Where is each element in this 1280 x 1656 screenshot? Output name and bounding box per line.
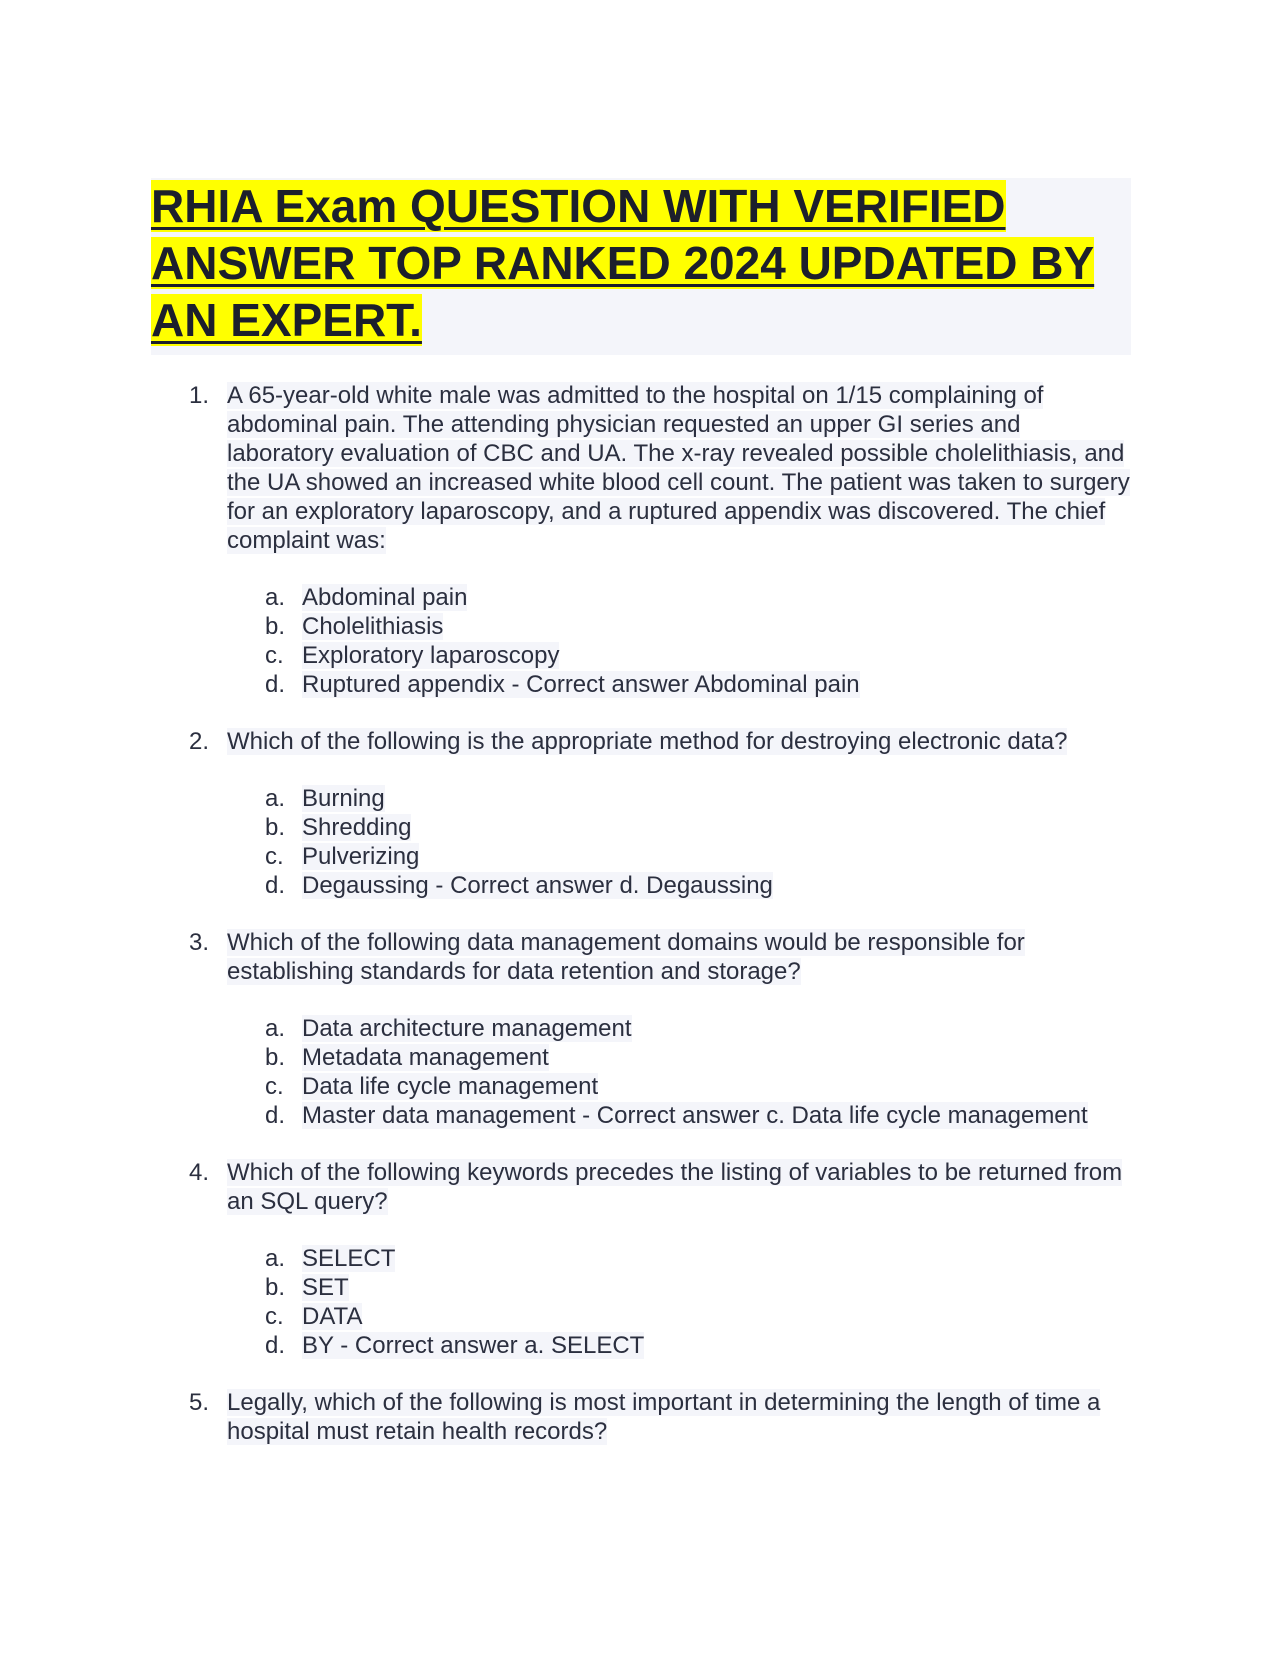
question-text: Which of the following is the appropriate method for destroying electronic data? [227,728,1068,755]
option-text: Shredding [302,814,412,841]
option-text: Pulverizing [302,843,420,870]
option-text: Data architecture management [302,1015,632,1042]
question-list [151,381,1131,1446]
question-item [151,928,1131,1130]
option-text: SET [302,1274,349,1301]
question-text-block [227,727,1131,756]
answer-options [227,1244,1131,1360]
question-text-block [227,1158,1131,1216]
document-title-text: RHIA Exam QUESTION WITH VERIFIED ANSWER TOP RANKED 2024 UPDATED BY AN EXPERT. [151,180,1095,346]
answer-option [227,612,1131,641]
option-letter: b. [265,814,286,841]
question-text-block [227,1388,1131,1446]
option-letter: a. [265,584,286,611]
question-number: 2. [189,728,210,755]
answer-option [227,1331,1131,1360]
answer-option [227,670,1131,699]
option-letter: c. [265,642,284,669]
answer-option [227,871,1131,900]
option-text: Master data management - Correct answer c. Data life cycle management [302,1102,1088,1129]
document-title [151,178,1131,349]
option-text: Degaussing - Correct answer d. Degaussing [302,872,773,899]
option-text: Cholelithiasis [302,613,444,640]
question-text: Legally, which of the following is most important in determining the length of time a hospital must retain health records? [227,1389,1101,1445]
title-block [151,178,1131,355]
answer-option [227,1014,1131,1043]
answer-option [227,583,1131,612]
question-number: 1. [189,382,210,409]
option-letter: c. [265,1073,284,1100]
answer-option [227,1302,1131,1331]
question-item [151,1388,1131,1446]
answer-options [227,583,1131,699]
option-letter: b. [265,1274,286,1301]
option-letter: a. [265,785,286,812]
question-text: A 65-year-old white male was admitted to the hospital on 1/15 complaining of abdominal pain. The attending physician requested an upper GI series and laboratory evaluation of CBC and UA. The x-ray revealed possible cholelithiasis, and the UA showed an increased white blood cell count. The patient was taken to surgery for an exploratory laparoscopy, and a ruptured appendix was discovered. The chief complaint was: [227,382,1130,554]
option-letter: b. [265,613,286,640]
option-text: Exploratory laparoscopy [302,642,560,669]
option-letter: a. [265,1015,286,1042]
answer-option [227,641,1131,670]
option-text: DATA [302,1303,363,1330]
question-item [151,727,1131,900]
option-text: Abdominal pain [302,584,468,611]
option-letter: a. [265,1245,286,1272]
option-letter: d. [265,1332,286,1359]
document-page [151,178,1131,1474]
answer-option [227,1072,1131,1101]
question-text: Which of the following keywords precedes the listing of variables to be returned from an SQL query? [227,1159,1123,1215]
option-text: Ruptured appendix - Correct answer Abdominal pain [302,671,860,698]
answer-option [227,784,1131,813]
option-text: BY - Correct answer a. SELECT [302,1332,645,1359]
question-number: 4. [189,1159,210,1186]
option-text: Data life cycle management [302,1073,599,1100]
answer-option [227,1273,1131,1302]
option-letter: b. [265,1044,286,1071]
option-text: SELECT [302,1245,396,1272]
option-letter: d. [265,671,286,698]
option-letter: c. [265,1303,284,1330]
question-item [151,1158,1131,1360]
answer-option [227,1244,1131,1273]
answer-option [227,1043,1131,1072]
question-text-block [227,381,1131,555]
answer-option [227,842,1131,871]
option-text: Burning [302,785,385,812]
option-letter: d. [265,1102,286,1129]
option-letter: c. [265,843,284,870]
question-item [151,381,1131,699]
question-text-block [227,928,1131,986]
question-number: 5. [189,1389,210,1416]
answer-option [227,1101,1131,1130]
answer-options [227,784,1131,900]
option-text: Metadata management [302,1044,549,1071]
option-letter: d. [265,872,286,899]
question-text: Which of the following data management domains would be responsible for establishing standards for data retention and storage? [227,929,1025,985]
question-number: 3. [189,929,210,956]
answer-option [227,813,1131,842]
answer-options [227,1014,1131,1130]
